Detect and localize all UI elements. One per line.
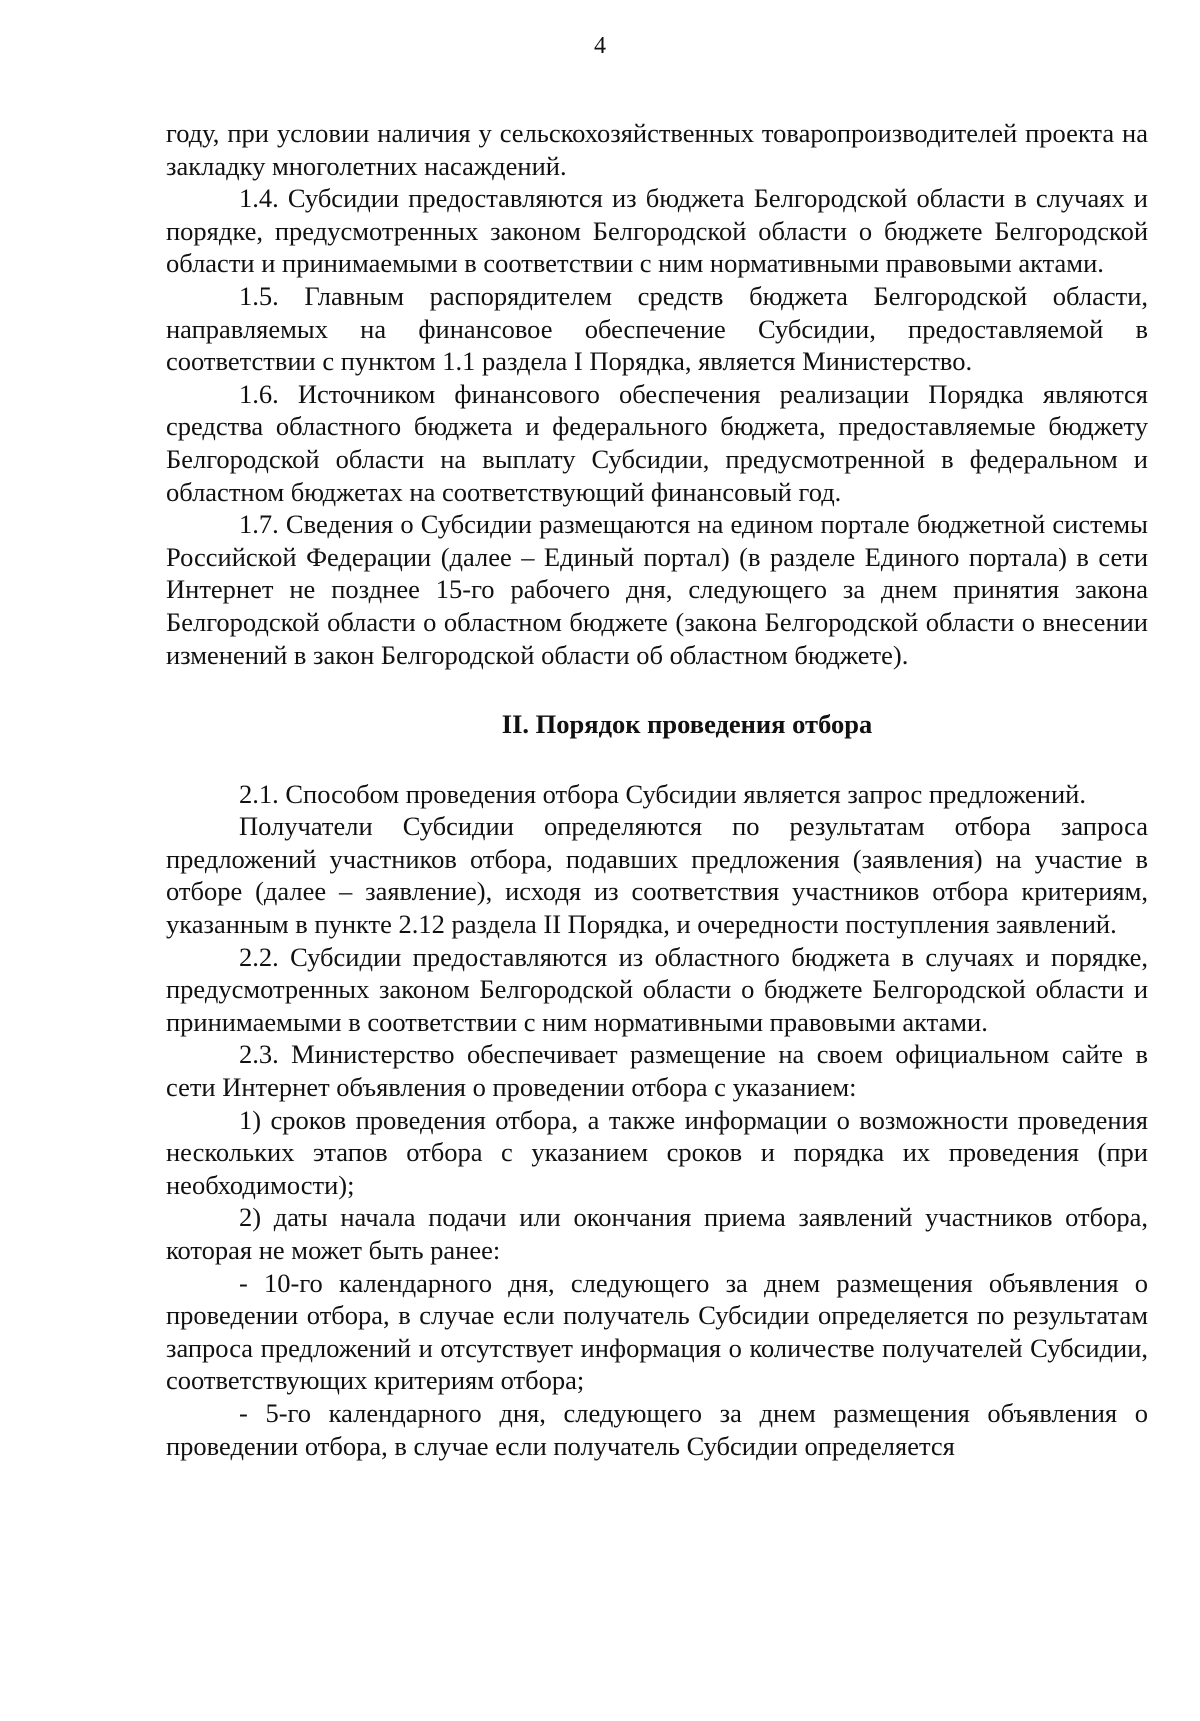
paragraph-2-3: 2.3. Министерство обеспечивает размещение на своем официальном сайте в сети Интернет объявления о проведении отбора с указанием: — [166, 1039, 1148, 1103]
paragraph-1-5: 1.5. Главным распорядителем средств бюджета Белгородской области, направляемых на финансовое обеспечение Субсидии, предоставляемой в соответствии с пунктом 1.1 раздела I Порядка, является Министерство. — [166, 280, 1148, 377]
page-number: 4 — [594, 33, 606, 59]
document-body — [166, 117, 1148, 1462]
paragraph-2-1: 2.1. Способом проведения отбора Субсидии является запрос предложений. — [239, 778, 1086, 809]
paragraph-recipients: Получатели Субсидии определяются по результатам отбора запроса предложений участников отбора, подавших предложения (заявления) на участие в отборе (далее – заявление), исходя из соответствия участников отбора критериям, указанным в пункте 2.12 раздела II Порядка, и очередности поступления заявлений. — [166, 811, 1148, 940]
list-item-1: 1) сроков проведения отбора, а также информации о возможности проведения нескольких этапов отбора с указанием сроков и порядка их проведения (при необходимости); — [166, 1104, 1148, 1200]
paragraph-2-2: 2.2. Субсидии предоставляются из областного бюджета в случаях и порядке, предусмотренных законом Белгородской области о бюджете Белгородской области и принимаемыми в соответствии с ним нормативными правовыми актами. — [166, 941, 1148, 1037]
paragraph-1-6: 1.6. Источником финансового обеспечения реализации Порядка являются средства областного бюджета и федерального бюджета, предоставляемые бюджету Белгородской области на выплату Субсидии, предусмотренной в федеральном и областном бюджетах на соответствующий финансовый год. — [166, 378, 1148, 507]
paragraph-continuation: году, при условии наличия у сельскохозяйственных товаропроизводителей проекта на закладку многолетних насаждений. — [166, 118, 1148, 181]
section-heading: II. Порядок проведения отбора — [501, 709, 873, 740]
list-subitem-5-day: - 5-го календарного дня, следующего за днем размещения объявления о проведении отбора, в случае если получатель Субсидии определяется — [166, 1397, 1148, 1461]
list-subitem-10-day: - 10-го календарного дня, следующего за днем размещения объявления о проведении отбора, в случае если получатель Субсидии определяется по результатам запроса предложений и отсутствует информация о количестве получателей Субсидии, соответствующих критериям отбора; — [166, 1267, 1148, 1396]
paragraph-1-4: 1.4. Субсидии предоставляются из бюджета Белгородской области в случаях и порядке, предусмотренных законом Белгородской области о бюджете Белгородской области и принимаемыми в соответствии с ним нормативными правовыми актами. — [166, 183, 1148, 279]
list-item-2: 2) даты начала подачи или окончания приема заявлений участников отбора, которая не может быть ранее: — [166, 1202, 1148, 1265]
paragraph-1-7: 1.7. Сведения о Субсидии размещаются на едином портале бюджетной системы Российской Федерации (далее – Единый портал) (в разделе Единого портала) в сети Интернет не позднее 15-го рабочего дня, следующего за днем принятия закона Белгородской области о областном бюджете (закона Белгородской области о внесении изменений в закон Белгородской области об областном бюджете). — [166, 509, 1148, 670]
